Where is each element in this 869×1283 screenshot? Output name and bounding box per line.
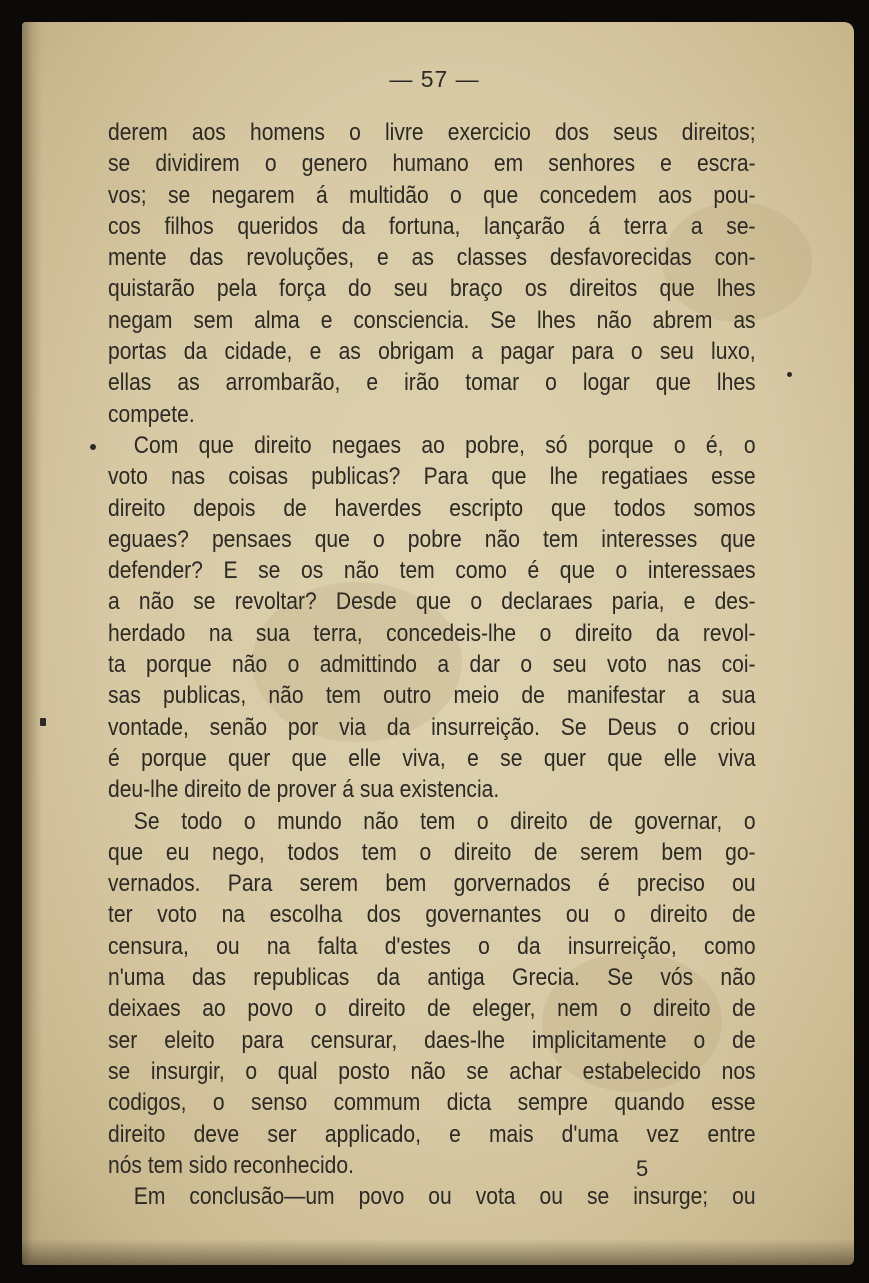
text-line: ellas as arrombarão, e irão tomar o logar que lhes (108, 369, 756, 397)
text-line: mente das revoluções, e as classes desfavorecidas con- (108, 244, 756, 272)
text-line: Se todo o mundo não tem o direito de governar, o (133, 807, 756, 835)
text-line: defender? E se os não tem como é que o interessaes (108, 557, 756, 585)
text-line: vontade, senão por via da insurreição. Se Deus o criou (108, 713, 756, 741)
text-line: derem aos homens o livre exercicio dos seus direitos; (108, 119, 756, 146)
text-line: se insurgir, o qual posto não se achar estabelecido nos (108, 1057, 756, 1085)
text-line: direito deve ser applicado, e mais d'uma vez entre (108, 1120, 756, 1148)
page-number: — 57 — (389, 66, 480, 92)
margin-ink-dot (787, 372, 792, 377)
text-line: censura, ou na falta d'estes o da insurreição, como (108, 932, 756, 960)
text-line: cos filhos queridos da fortuna, lançarão á terra a se- (108, 212, 756, 240)
binding-fold (22, 22, 42, 1265)
text-line: herdado na sua terra, concedeis-lhe o direito da revol- (108, 619, 756, 647)
text-line: Com que direito negaes ao pobre, só porque o é, o (133, 431, 756, 459)
text-line: que eu nego, todos tem o direito de serem bem go- (108, 838, 756, 866)
text-line: Em conclusão—um povo ou vota ou se insurge; ou (133, 1183, 756, 1211)
text-line: a não se revoltar? Desde que o declaraes paria, e des- (108, 588, 756, 616)
page-edge-shadow (22, 1239, 854, 1265)
text-line: compete. (108, 400, 195, 428)
text-line: n'uma das republicas da antiga Grecia. Se vós não (108, 964, 756, 992)
text-line: eguaes? pensaes que o pobre não tem interesses que (108, 525, 756, 553)
text-line: sas publicas, não tem outro meio de manifestar a sua (108, 682, 756, 710)
text-line: deu-lhe direito de prover á sua existencia. (108, 776, 500, 804)
text-line: nós tem sido reconhecido. (108, 1151, 354, 1179)
text-line: vernados. Para serem bem gorvernados é preciso ou (108, 870, 756, 898)
margin-ink-dot (40, 718, 46, 726)
text-line: voto nas coisas publicas? Para que lhe regatiaes esse (108, 463, 756, 491)
margin-ink-dot (90, 444, 96, 450)
text-line: vos; se negarem á multidão o que concedem aos pou- (108, 181, 756, 209)
text-line: codigos, o senso commum dicta sempre quando esse (108, 1089, 756, 1117)
text-line: negam sem alma e consciencia. Se lhes não abrem as (108, 306, 756, 334)
text-line: direito depois de haverdes escripto que todos somos (108, 494, 756, 522)
text-line: deixaes ao povo o direito de eleger, nem o direito de (108, 995, 756, 1023)
body-text (108, 117, 756, 1212)
text-line: portas da cidade, e as obrigam a pagar para o seu luxo, (108, 338, 756, 366)
text-line: ta porque não o admittindo a dar o seu voto nas coi- (108, 651, 756, 679)
text-line: quistarão pela força do seu braço os direitos que lhes (108, 275, 756, 303)
text-line: ter voto na escolha dos governantes ou o direito de (108, 901, 756, 929)
text-line: ser eleito para censurar, daes-lhe implicitamente o de (108, 1026, 756, 1054)
text-line: é porque quer que elle viva, e se quer que elle viva (108, 744, 756, 772)
signature-mark: 5 (636, 1156, 649, 1181)
text-line: se dividirem o genero humano em senhores e escra- (108, 150, 756, 178)
